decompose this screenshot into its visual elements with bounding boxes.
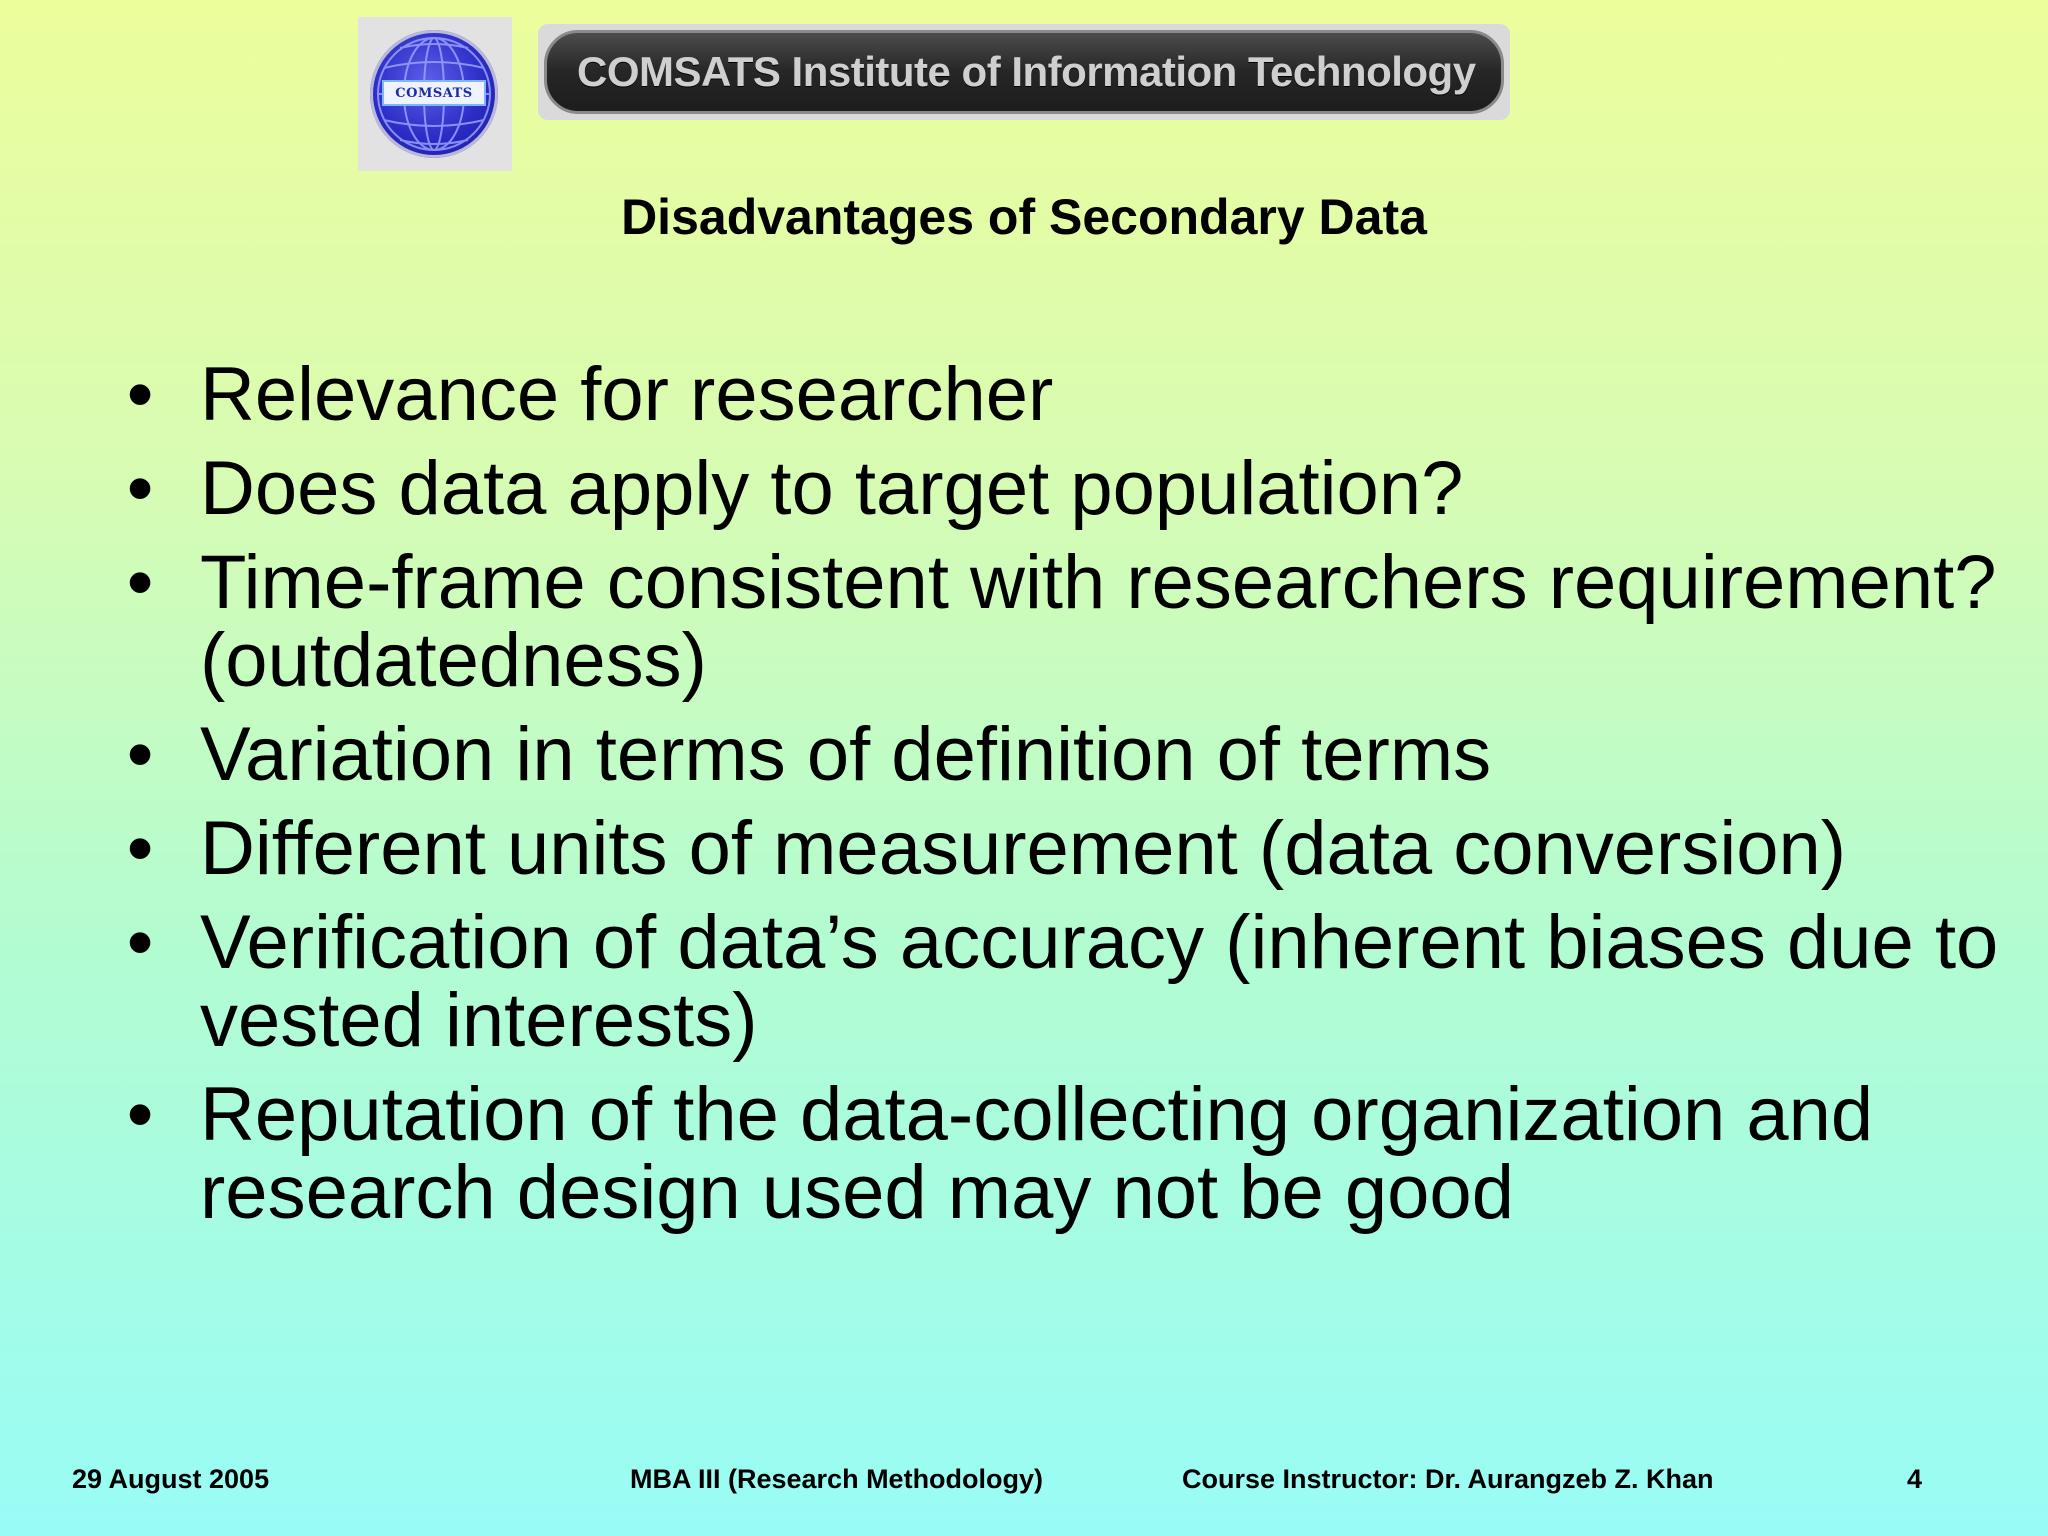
bullet-glyph: • bbox=[126, 540, 154, 625]
footer-page-number: 4 bbox=[1907, 1464, 1923, 1494]
bullet-glyph: • bbox=[126, 900, 154, 985]
list-item: • Reputation of the data-collecting organization and research design used may not be good bbox=[120, 1076, 2000, 1232]
institution-logo bbox=[358, 17, 512, 171]
list-item: • Relevance for researcher bbox=[120, 356, 2000, 434]
institute-banner bbox=[538, 24, 1510, 120]
list-item: • Verification of data’s accuracy (inherent biases due to vested interests) bbox=[120, 904, 2000, 1060]
bullet-glyph: • bbox=[126, 446, 154, 531]
list-item: • Different units of measurement (data conversion) bbox=[120, 810, 2000, 888]
bullet-glyph: • bbox=[126, 712, 154, 797]
list-item: • Variation in terms of definition of terms bbox=[120, 716, 2000, 794]
banner-text: COMSATS Institute of Information Technology bbox=[577, 48, 1476, 95]
list-item: • Time-frame consistent with researchers requirement? (outdatedness) bbox=[120, 544, 2000, 700]
footer-course: MBA III (Research Methodology) bbox=[630, 1464, 1044, 1494]
bullet-glyph: • bbox=[126, 352, 154, 437]
logo-label: COMSATS bbox=[382, 80, 486, 106]
footer-instructor: Course Instructor: Dr. Aurangzeb Z. Khan bbox=[1182, 1464, 1714, 1494]
bullet-glyph: • bbox=[126, 1072, 154, 1157]
footer-date: 29 August 2005 bbox=[72, 1464, 270, 1494]
bullet-list bbox=[120, 352, 2000, 1248]
list-item: • Does data apply to target population? bbox=[120, 450, 2000, 528]
globe-icon bbox=[370, 30, 498, 158]
bullet-glyph: • bbox=[126, 806, 154, 891]
slide-title: Disadvantages of Secondary Data bbox=[621, 189, 1427, 245]
